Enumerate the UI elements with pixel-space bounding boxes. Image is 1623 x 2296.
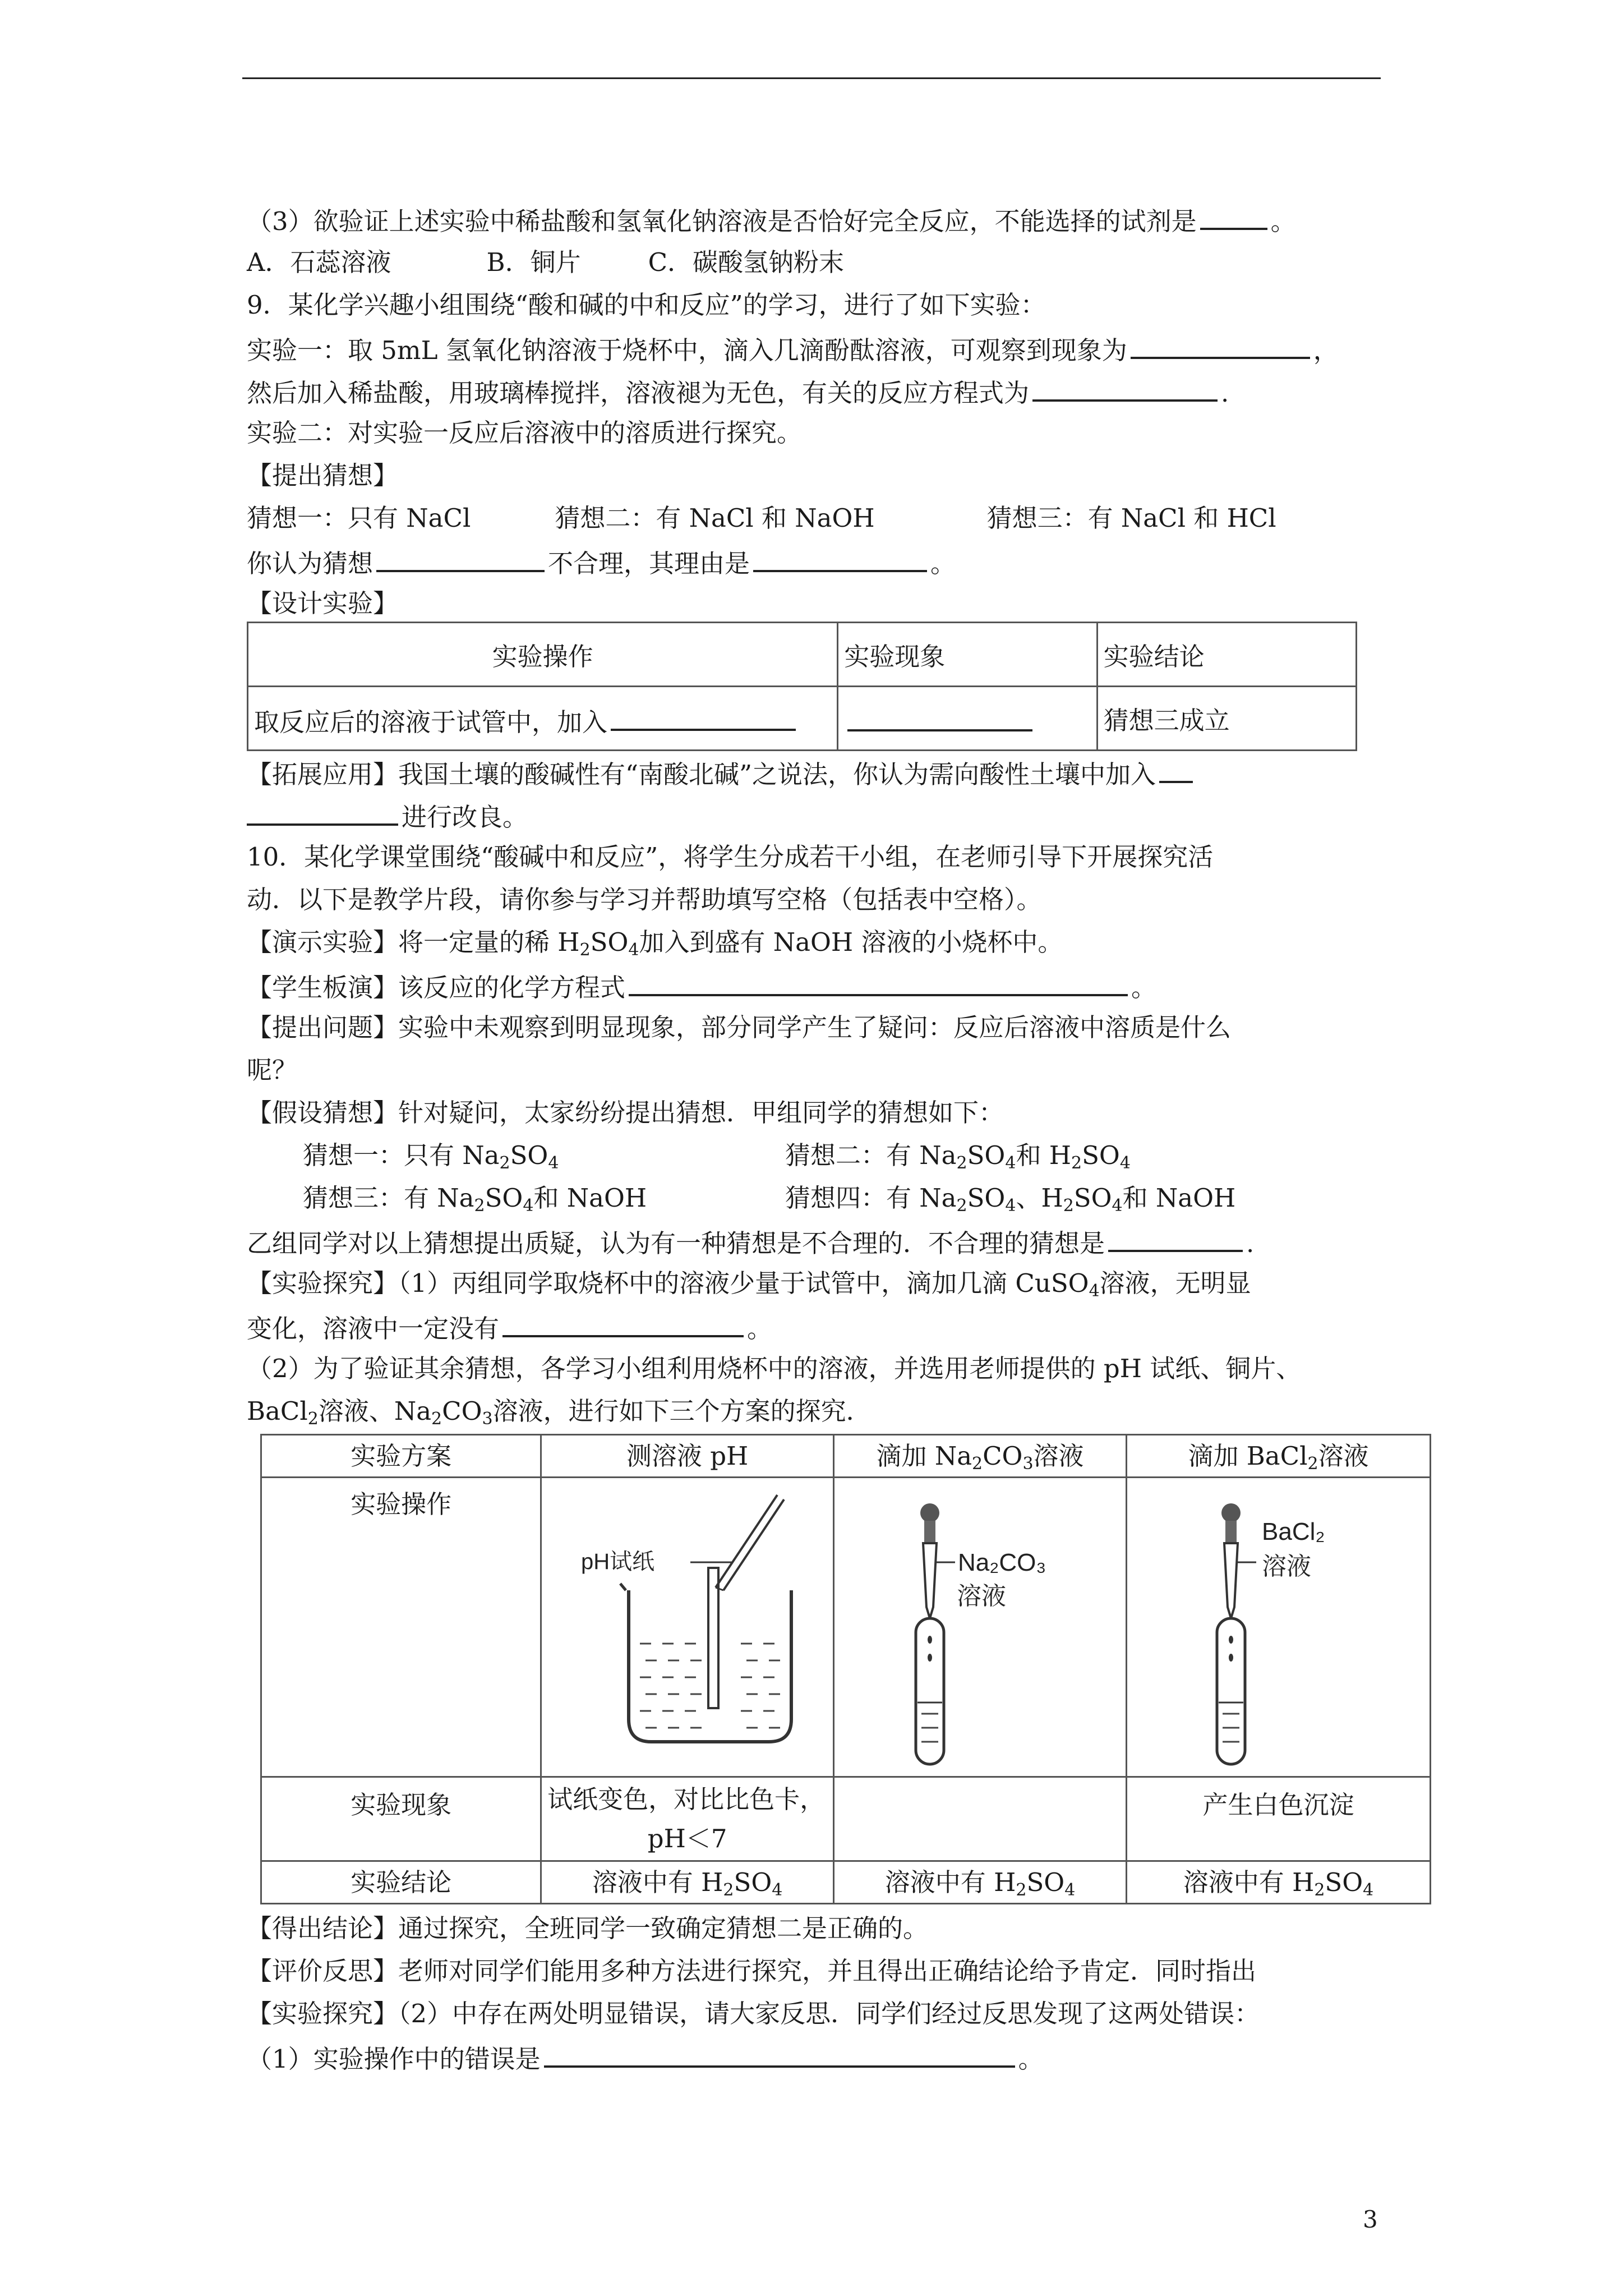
raise-question: 【提出问题】实验中未观察到明显现象，部分同学产生了疑问：反应后溶液中溶质是什么 [247,1013,1232,1042]
table2-row-phenomenon: 实验现象 [261,1777,541,1861]
hypotheses-1-2: 猜想一：只有 $Na_2SO_4$ 猜想二：有 $Na_2SO_4$和 $H_2SO_4$ [303,1140,1131,1173]
table1-header-operation: 实验操作 [248,623,838,687]
heading-design: 【设计实验】 [247,588,399,618]
q10-stem-cont: 动．以下是教学片段，请你参与学习并帮助填写空格（包括表中空格）。 [247,885,1042,914]
svg-text:溶液: 溶液 [956,1582,1006,1610]
table2-conc-ph: 溶液中有 $H_2SO_4$ [541,1861,834,1904]
table2-header-ph: 测溶液 pH [541,1435,834,1478]
extension-application: 【拓展应用】我国土壤的酸碱性有“南酸北碱”之说法，你认为需向酸性土壤中加入 [247,751,1391,796]
hypotheses-3-4: 猜想三：有 $Na_2SO_4$和 NaOH 猜想四：有 $Na_2SO_4$、$H_2SO_4$和 NaOH [303,1183,1236,1216]
table2-conc-na2co3: 溶液中有 $H_2SO_4$ [834,1861,1127,1904]
board-demo: 【学生板演】该反应的化学方程式 。 [247,964,1391,1009]
header-rule [242,77,1381,79]
explore-1: 【实验探究】（1）丙组同学取烧杯中的溶液少量于试管中，滴加几滴 CuSO$_4$溶液，无明显 [247,1268,1251,1301]
table2-conc-bacl2: 溶液中有 $H_2SO_4$ [1127,1861,1431,1904]
table2-header-na2co3: 滴加 $Na_2CO_3$溶液 [834,1435,1127,1478]
figure-bacl2-dropper [1127,1478,1431,1777]
scheme-table [260,1434,1431,1904]
evaluation: 【评价反思】老师对同学们能用多种方法进行探究，并且得出正确结论给予肯定．同时指出 [247,1956,1257,1986]
table1-header-conclusion: 实验结论 [1097,623,1356,687]
table1-header-phenomenon: 实验现象 [838,623,1097,687]
beaker-ph-paper-illustration [547,1478,828,1770]
explore-2-cont: BaCl$_2$溶液、$Na_2CO_3$溶液，进行如下三个方案的探究． [247,1396,872,1429]
table2-obs-ph: 试纸变色，对比比色卡， pH＜7 [541,1777,834,1861]
table1-conclusion: 猜想三成立 [1097,687,1356,751]
q9-stem: 9．某化学兴趣小组围绕“酸和碱的中和反应”的学习，进行了如下实验： [247,290,1046,320]
q10-stem: 10．某化学课堂围绕“酸碱中和反应”，将学生分成若干小组，在老师引导下开展探究活 [247,842,1214,872]
design-table [247,622,1357,751]
table2-header-bacl2: 滴加 BaCl$_2$溶液 [1127,1435,1431,1478]
table1-phenomenon [838,687,1097,751]
table2-row-operation: 实验操作 [261,1478,541,1777]
conclusion: 【得出结论】通过探究，全班同学一致确定猜想二是正确的。 [247,1913,929,1943]
q9-guesses: 猜想一：只有 NaCl 猜想二：有 NaCl 和 NaOH 猜想三：有 NaCl 和 HCl [247,503,1276,533]
table2-obs-na2co3 [834,1777,1127,1861]
q9-exp1-cont: 然后加入稀盐酸，用玻璃棒搅拌，溶液褪为无色，有关的反应方程式为 . [247,369,1391,415]
q9-exp1: 实验一：取 5mL 氢氧化钠溶液于烧杯中，滴入几滴酚酞溶液，可观察到现象为 ， [247,326,1391,372]
svg-text:pH试纸: pH试纸 [580,1549,654,1574]
page-number: 3 [1363,2206,1378,2233]
table2-header-scheme: 实验方案 [261,1435,541,1478]
table2-row-conclusion: 实验结论 [261,1861,541,1904]
evaluation-cont: 【实验探究】（2）中存在两处明显错误，请大家反思．同学们经过反思发现了这两处错误： [247,1999,1260,2028]
table1-operation: 取反应后的溶液于试管中，加入 [248,687,838,751]
heading-guess: 【提出猜想】 [247,461,399,490]
demo-experiment: 【演示实验】将一定量的稀 $H_2SO_4$加入到盛有 NaOH 溶液的小烧杯中。 [247,927,1063,960]
q8-part3: （3）欲验证上述实验中稀盐酸和氢氧化钠溶液是否恰好完全反应，不能选择的试剂是 。 [247,197,1391,243]
figure-na2co3-dropper [834,1478,1127,1777]
svg-text:Na₂CO₃: Na₂CO₃ [957,1549,1046,1576]
svg-text:BaCl₂: BaCl₂ [1261,1518,1325,1545]
table2-obs-bacl2: 产生白色沉淀 [1127,1777,1431,1861]
error-1: （1）实验操作中的错误是 。 [247,2035,1391,2081]
group-yi: 乙组同学对以上猜想提出质疑，认为有一种猜想是不合理的．不合理的猜想是 . [247,1220,1391,1265]
q9-unreasonable: 你认为猜想 不合理，其理由是 。 [247,540,1391,585]
dropper-na2co3-illustration [840,1478,1121,1770]
extension-application-cont: 进行改良。 [247,793,1391,839]
q8-options: A．石蕊溶液 B．铜片 C．碳酸氢钠粉末 [247,247,845,277]
raise-question-cont: 呢？ [247,1055,298,1085]
figure-ph-test [541,1478,834,1777]
explore-2: （2）为了验证其余猜想，各学习小组利用烧杯中的溶液，并选用老师提供的 pH 试纸、铜片、 [247,1354,1302,1383]
q9-exp2: 实验二：对实验一反应后溶液中的溶质进行探究。 [247,418,803,448]
hypothesis: 【假设猜想】针对疑问，太家纷纷提出猜想．甲组同学的猜想如下： [247,1098,1004,1128]
explore-1-cont: 变化，溶液中一定没有 。 [247,1305,1391,1350]
dropper-bacl2-illustration [1133,1478,1424,1770]
svg-text:溶液: 溶液 [1261,1553,1311,1580]
